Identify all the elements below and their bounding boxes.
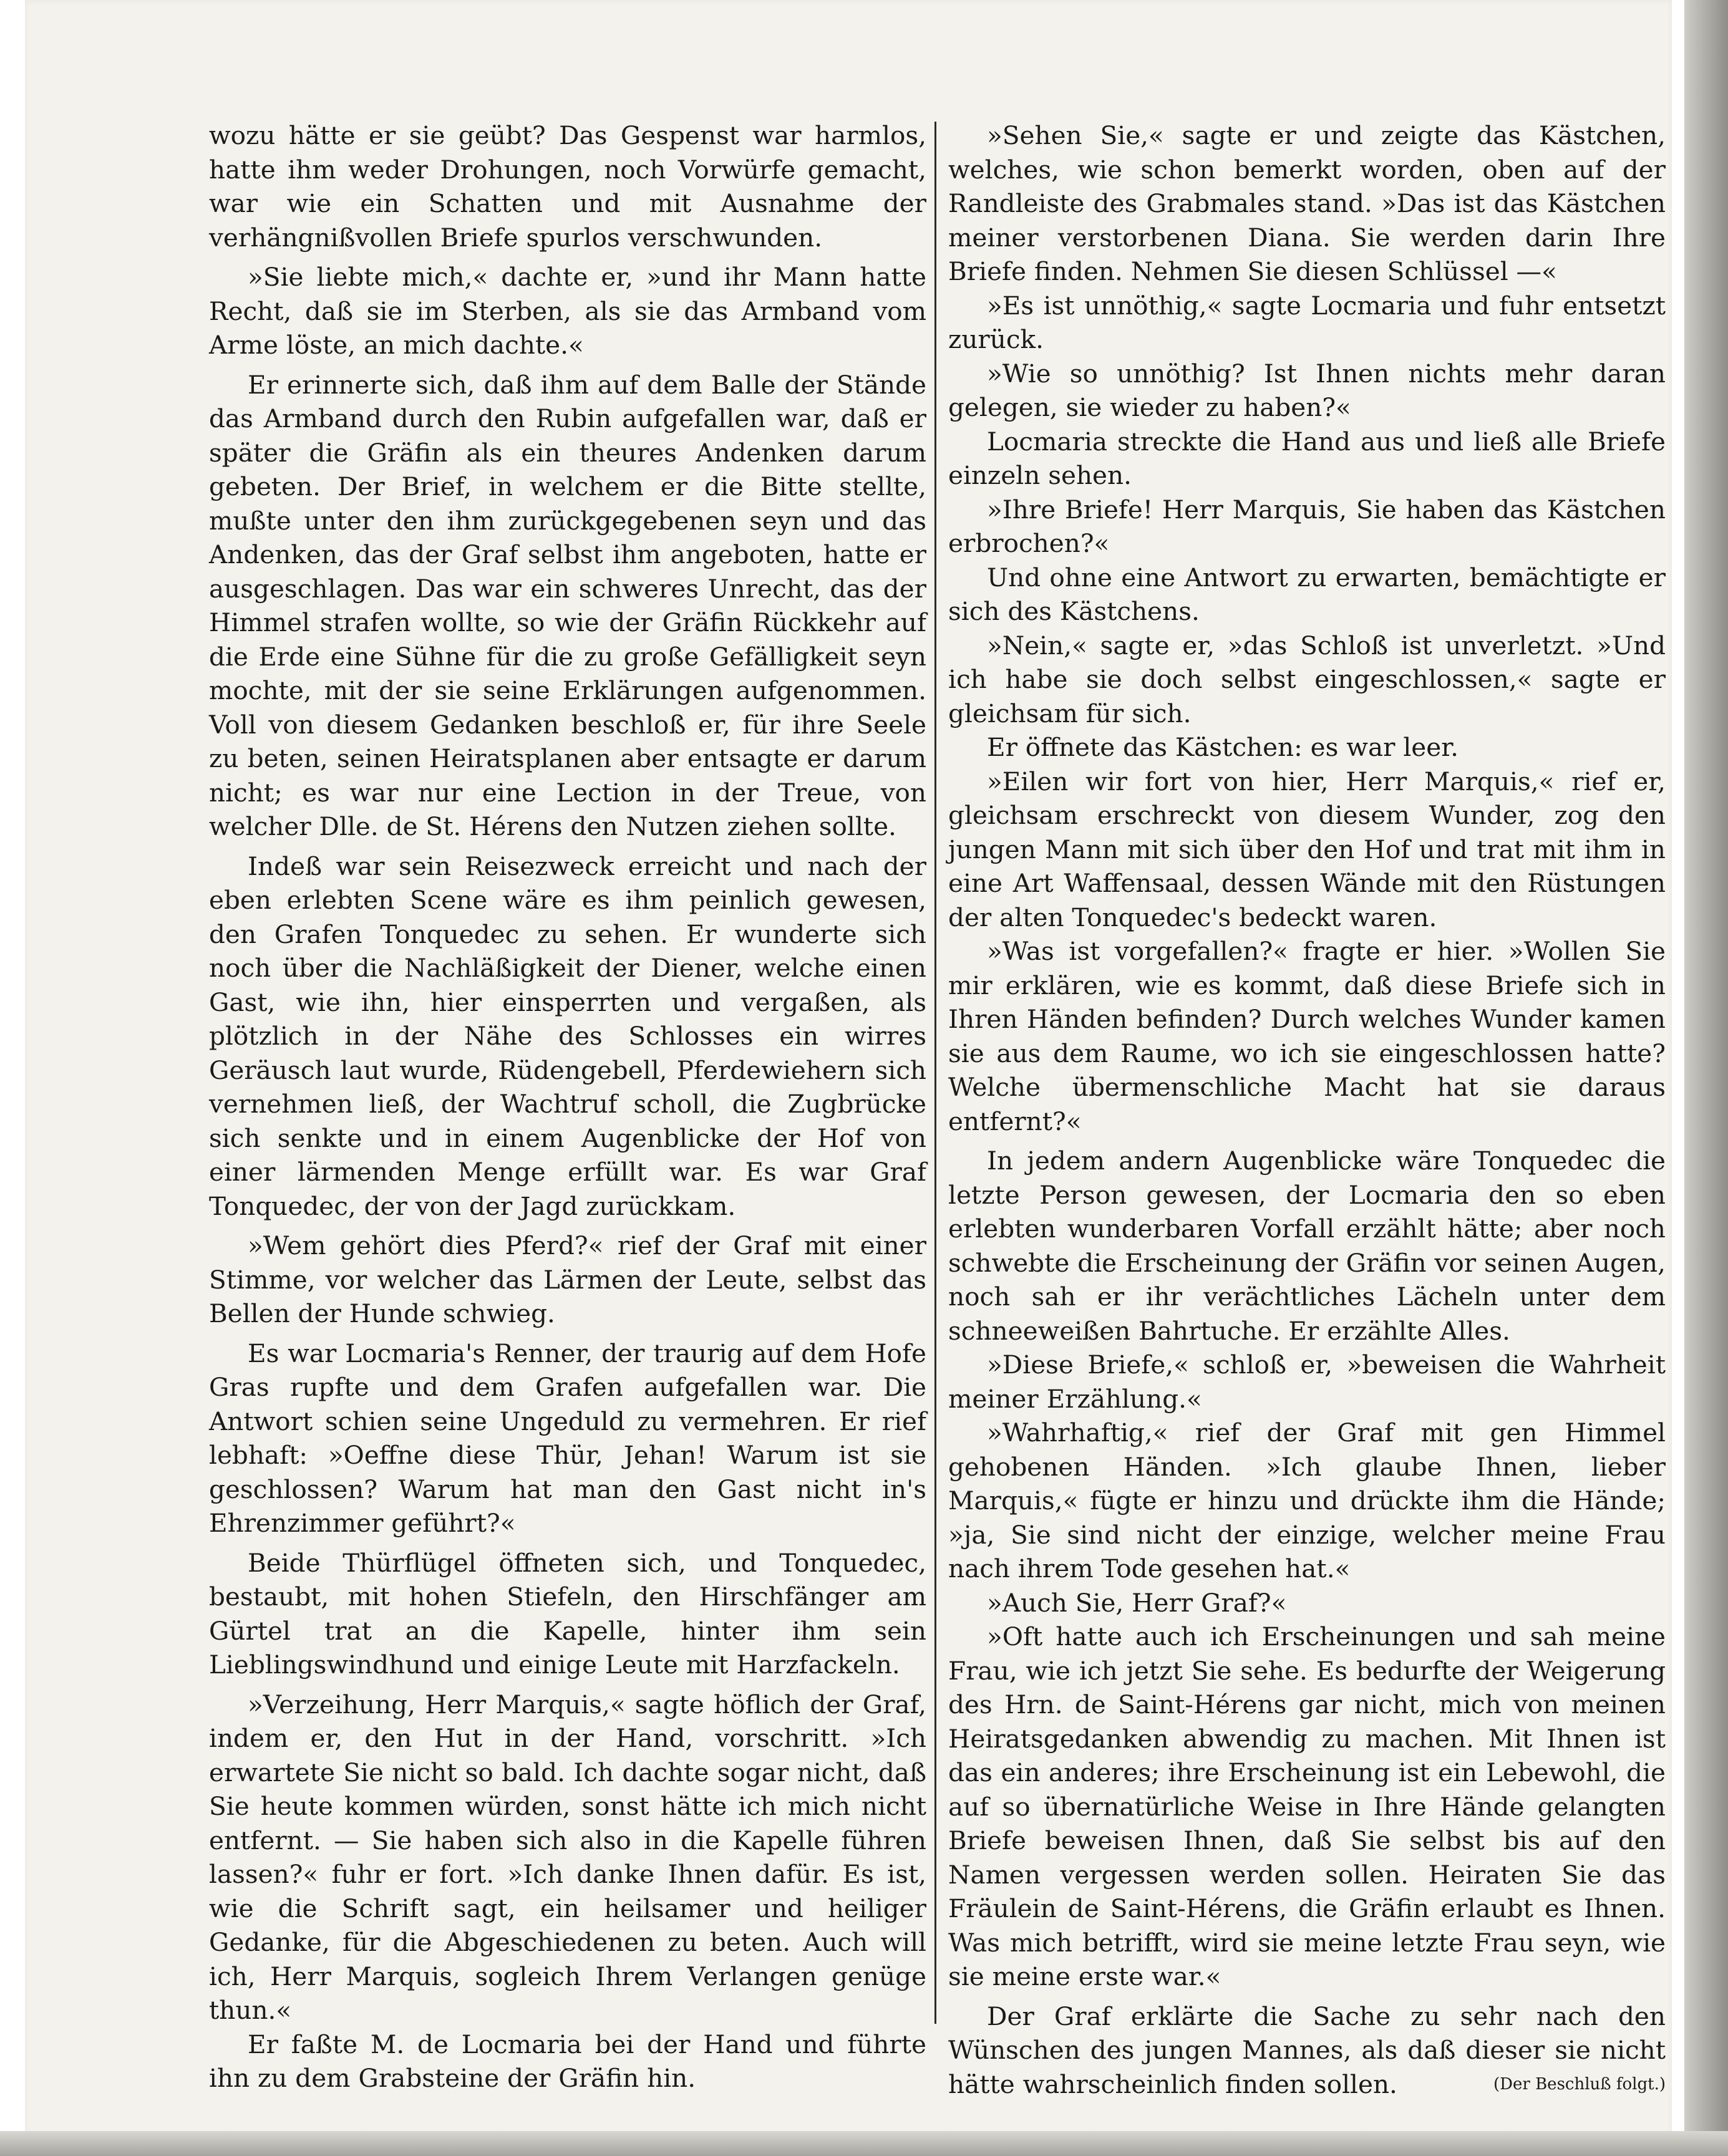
- paragraph: Es war Locmaria's Renner, der traurig auf dem Hofe Gras rupfte und dem Grafen aufgefallen war. Die Antwort schien seine Ungeduld zu vermehren. Er rief lebhaft: »Oeffne diese Thür, Jehan! Warum ist sie geschlossen? Warum hat man den Gast nicht in's Ehrenzimmer geführt?«: [209, 1338, 926, 1538]
- paragraph: Locmaria streckte die Hand aus und ließ alle Briefe einzeln sehen.: [948, 426, 1666, 490]
- paragraph: wozu hätte er sie geübt? Das Gespenst war harmlos, hatte ihm weder Drohungen, noch Vorwürfe gemacht, war wie ein Schatten und mit Ausnahme der verhängnißvollen Briefe spurlos verschwunden.: [209, 120, 926, 253]
- paragraph: Er erinnerte sich, daß ihm auf dem Balle der Stände das Armband durch den Rubin aufgefallen war, daß er später die Gräfin als ein theures Andenken darum gebeten. Der Brief, in welchem er die Bitte stellte, mußte unter den ihm zurückgegebenen seyn und das Andenken, das der Graf selbst ihm angeboten, hatte er ausgeschlagen. Das war ein schweres Unrecht, das der Himmel strafen wollte, so wie der Gräfin Rückkehr auf die Erde eine Sühne für die zu große Gefälligkeit seyn mochte, mit der sie seine Erklärungen aufgenommen. Voll von diesem Gedanken beschloß er, für ihre Seele zu beten, seinen Heiratsplanen aber entsagte er darum nicht; es war nur eine Lection in der Treue, von welcher Dlle. de St. Hérens den Nutzen ziehen sollte.: [209, 369, 926, 841]
- continuation-note: (Der Beschluß folgt.): [1493, 2074, 1666, 2094]
- paragraph: »Diese Briefe,« schloß er, »beweisen die Wahrheit meiner Erzählung.«: [948, 1350, 1666, 1414]
- paragraph: »Ihre Briefe! Herr Marquis, Sie haben das Kästchen erbrochen?«: [948, 494, 1666, 558]
- paragraph: Beide Thürflügel öffneten sich, und Tonquedec, bestaubt, mit hohen Stiefeln, den Hirschfänger am Gürtel trat an die Kapelle, hinter ihm sein Lieblingswindhund und einige Leute mit Harzfackeln.: [209, 1547, 926, 1680]
- paragraph: »Auch Sie, Herr Graf?«: [987, 1587, 1287, 1618]
- paragraph: »Verzeihung, Herr Marquis,« sagte höflich der Graf, indem er, den Hut in der Hand, vorschritt. »Ich erwartete Sie nicht so bald. Ich dachte sogar nicht, daß Sie heute kommen würden, sonst hätte ich mich nicht entfernt. — Sie haben sich also in die Kapelle führen lassen?« fuhr er fort. »Ich danke Ihnen dafür. Es ist, wie die Schrift sagt, ein heilsamer und heiliger Gedanke, für die Abgeschiedenen zu beten. Auch will ich, Herr Marquis, sogleich Ihrem Verlangen genüge thun.«: [209, 1689, 926, 2025]
- paragraph: Er faßte M. de Locmaria bei der Hand und führte ihn zu dem Grabsteine der Gräfin hin.: [209, 2029, 926, 2093]
- column-divider: [934, 122, 936, 2024]
- paragraph: »Wahrhaftig,« rief der Graf mit gen Himmel gehobenen Händen. »Ich glaube Ihnen, lieber Marquis,« fügte er hinzu und drückte ihm die Hände; »ja, Sie sind nicht der einzige, welcher meine Frau nach ihrem Tode gesehen hat.«: [948, 1418, 1666, 1583]
- page-edge-bottom: [0, 2131, 1728, 2156]
- paragraph: »Sie liebte mich,« dachte er, »und ihr Mann hatte Recht, daß sie im Sterben, als sie das Armband vom Arme löste, an mich dachte.«: [209, 262, 926, 360]
- paragraph: »Nein,« sagte er, »das Schloß ist unverletzt. »Und ich habe sie doch selbst eingeschlossen,« sagte er gleichsam für sich.: [948, 630, 1666, 728]
- page-edge-right: [1684, 0, 1728, 2156]
- right-text-column: [948, 118, 1666, 2101]
- paragraph: »Wem gehört dies Pferd?« rief der Graf mit einer Stimme, vor welcher das Lärmen der Leute, selbst das Bellen der Hunde schwieg.: [209, 1230, 926, 1328]
- paragraph-text: Der Graf erklärte die Sache zu sehr nach den Wünschen des jungen Mannes, als daß dieser sie nicht hätte wahrscheinlich finden sollen.: [948, 2001, 1666, 2099]
- paragraph: In jedem andern Augenblicke wäre Tonquedec die letzte Person gewesen, der Locmaria den so eben erlebten wunderbaren Vorfall erzählt hätte; aber noch schwebte die Erscheinung der Gräfin vor seinen Augen, noch sah er ihr verächtliches Lächeln unter dem schneeweißen Bahrtuche. Er erzählte Alles.: [948, 1146, 1666, 1346]
- paragraph: Indeß war sein Reisezweck erreicht und nach der eben erlebten Scene wäre es ihm peinlich gewesen, den Grafen Tonquedec zu sehen. Er wunderte sich noch über die Nachläßigkeit der Diener, welche einen Gast, wie ihn, hier einsperrten und vergaßen, als plötzlich in der Nähe des Schlosses ein wirres Geräusch laut wurde, Rüdengebell, Pferdewiehern sich vernehmen ließ, der Wachtruf scholl, die Zugbrücke sich senkte und in einem Augenblicke der Hof von einer lärmenden Menge erfüllt war. Es war Graf Tonquedec, der von der Jagd zurückkam.: [209, 851, 926, 1221]
- paragraph: »Eilen wir fort von hier, Herr Marquis,« rief er, gleichsam erschreckt von diesem Wunder, zog den jungen Mann mit sich über den Hof und trat mit ihm in eine Art Waffensaal, dessen Wände mit den Rüstungen der alten Tonquedec's bedeckt waren.: [948, 766, 1666, 932]
- paragraph: Und ohne eine Antwort zu erwarten, bemächtigte er sich des Kästchens.: [948, 562, 1666, 626]
- paragraph: »Was ist vorgefallen?« fragte er hier. »Wollen Sie mir erklären, wie es kommt, daß diese Briefe sich in Ihren Händen befinden? Durch welches Wunder kamen sie aus dem Raume, wo ich sie eingeschlossen hatte? Welche übermenschliche Macht hat sie daraus entfernt?«: [948, 936, 1666, 1136]
- paragraph: Er öffnete das Kästchen: es war leer.: [987, 732, 1459, 762]
- paragraph: »Oft hatte auch ich Erscheinungen und sah meine Frau, wie ich jetzt Sie sehe. Es bedurfte der Weigerung des Hrn. de Saint-Hérens gar nicht, mich von meinen Heiratsgedanken abwendig zu machen. Mit Ihnen ist das ein anderes; ihre Erscheinung ist ein Lebewohl, die auf so übernatürliche Weise in Ihre Hände gelangten Briefe beweisen Ihnen, daß Sie selbst bis auf den Namen vergessen werden sollen. Heiraten Sie das Fräulein de Saint-Hérens, die Gräfin erlaubt es Ihnen. Was mich betrifft, wird sie meine letzte Frau seyn, wie sie meine erste war.«: [948, 1622, 1666, 1991]
- paragraph: »Sehen Sie,« sagte er und zeigte das Kästchen, welches, wie schon bemerkt worden, oben auf der Randleiste des Grabmales stand. »Das ist das Kästchen meiner verstorbenen Diana. Sie werden darin Ihre Briefe finden. Nehmen Sie diesen Schlüssel —«: [948, 120, 1666, 286]
- closing-paragraph: [948, 1999, 1666, 2102]
- paragraph: »Es ist unnöthig,« sagte Locmaria und fuhr entsetzt zurück.: [948, 290, 1666, 354]
- left-text-column: [209, 118, 926, 2096]
- paragraph: »Wie so unnöthig? Ist Ihnen nichts mehr daran gelegen, sie wieder zu haben?«: [948, 358, 1666, 422]
